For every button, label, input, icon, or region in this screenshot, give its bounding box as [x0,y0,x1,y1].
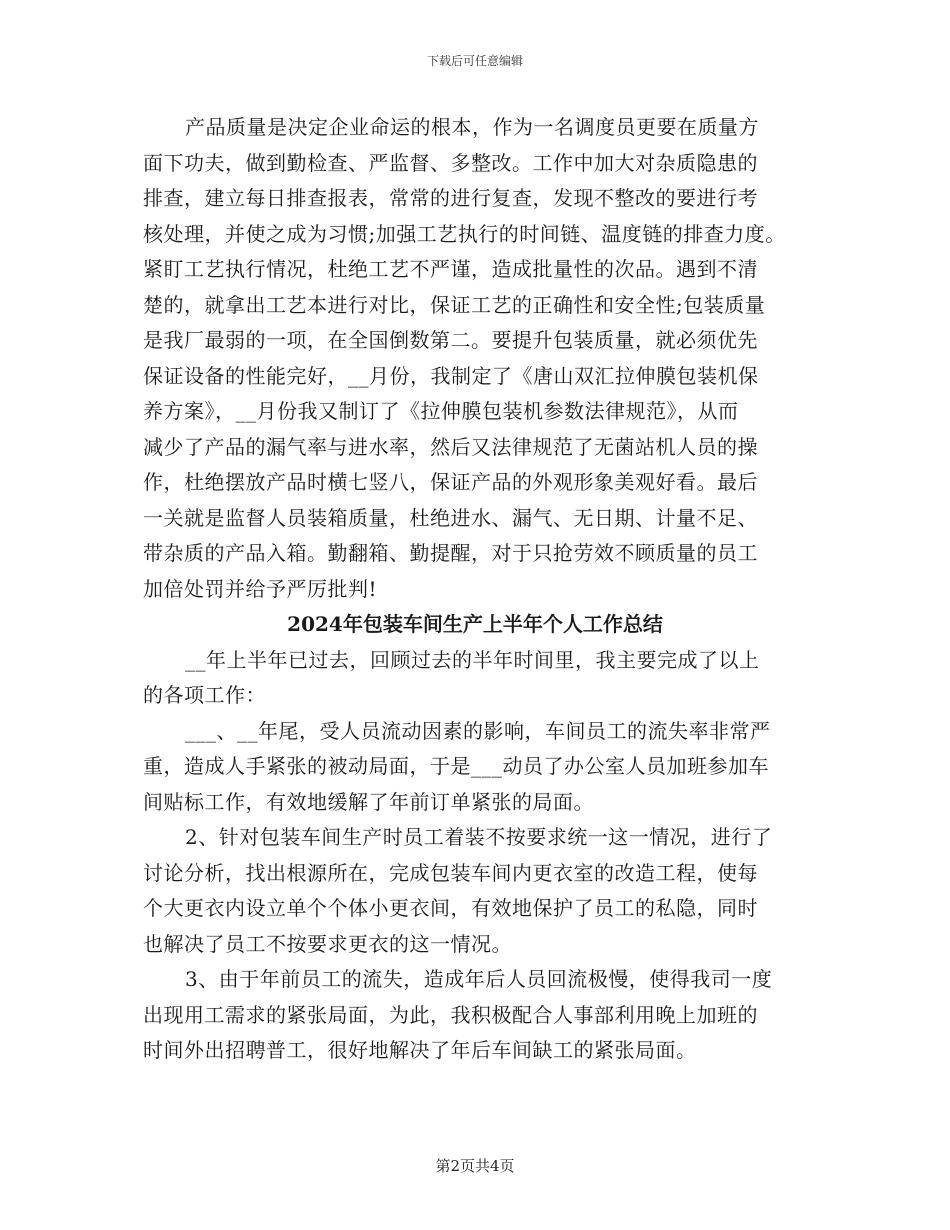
text-line: 间贴标工作，有效地缓解了年前订单紧张的局面。 [143,789,594,814]
text-line: 养方案》，__月份我又制订了《拉伸膜包装机参数法律规范》，从而 [143,399,739,423]
paragraph-item-2 [143,820,823,962]
document-body [143,110,823,1069]
text-line: __年上半年已过去，回顾过去的半年时间里，我主要完成了以上 [185,647,760,672]
text-line: 紧盯工艺执行情况，杜绝工艺不严谨，造成批量性的次品。遇到不清 [143,257,758,281]
section-title: 2024年包装车间生产上半年个人工作总结 [287,612,663,636]
paragraph-intro [143,643,823,714]
text-line: 一关就是监督人员装箱质量，杜绝进水、漏气、无日期、计量不足、 [143,505,758,530]
text-line: 个大更衣内设立单个个体小更衣间，有效地保护了员工的私隐，同时 [143,896,758,920]
text-line: 核处理，并使之成为习惯;加强工艺执行的时间链、温度链的排查力度。 [143,221,786,246]
page-footer: 第2页共4页 [435,1157,515,1175]
paragraph-quality [143,110,823,607]
text-line: 楚的，就拿出工艺本进行对比，保证工艺的正确性和安全性;包装质量 [143,292,766,317]
text-line: ___、__年尾，受人员流动因素的影响，车间员工的流失率非常严 [185,718,771,743]
text-line: 减少了产品的漏气率与进水率，然后又法律规范了无菌站机人员的操 [143,434,758,459]
text-line: 作，杜绝摆放产品时横七竖八，保证产品的外观形象美观好看。最后 [143,470,758,494]
text-line: 加倍处罚并给予严厉批判! [143,576,378,601]
header-note: 下载后可任意编辑 [426,54,523,68]
text-line: 带杂质的产品入箱。勤翻箱、勤提醒，对于只抢劳效不顾质量的员工 [143,541,758,565]
text-line: 重，造成人手紧张的被动局面，于是___动员了办公室人员加班参加车 [143,754,769,778]
text-line: 出现用工需求的紧张局面，为此，我积极配合人事部利用晚上加班的 [143,1002,758,1027]
paragraph-item-3 [143,962,823,1069]
text-line: 3、由于年前员工的流失，造成年后人员回流极慢，使得我司一度 [185,967,773,991]
text-line: 排查，建立每日排查报表，常常的进行复查，发现不整改的要进行考 [143,186,758,210]
text-line: 2、针对包装车间生产时员工着装不按要求统一这一情况，进行了 [185,825,773,849]
text-line: 是我厂最弱的一项，在全国倒数第二。要提升包装质量，就必须优先 [143,328,758,352]
text-line: 时间外出招聘普工，很好地解决了年后车间缺工的紧张局面。 [143,1038,697,1062]
text-line: 保证设备的性能完好，__月份，我制定了《唐山双汇拉伸膜包装机保 [143,363,759,388]
paragraph-item-1 [143,714,823,821]
text-line: 的各项工作： [143,683,266,707]
text-line: 产品质量是决定企业命运的根本，作为一名调度员更要在质量方 [185,115,759,139]
text-line: 也解决了员工不按要求更衣的这一情况。 [143,931,512,956]
text-line: 讨论分析，找出根源所在，完成包装车间内更衣室的改造工程，使每 [143,860,758,885]
text-line: 面下功夫，做到勤检查、严监督、多整改。工作中加大对杂质隐患的 [143,150,758,175]
